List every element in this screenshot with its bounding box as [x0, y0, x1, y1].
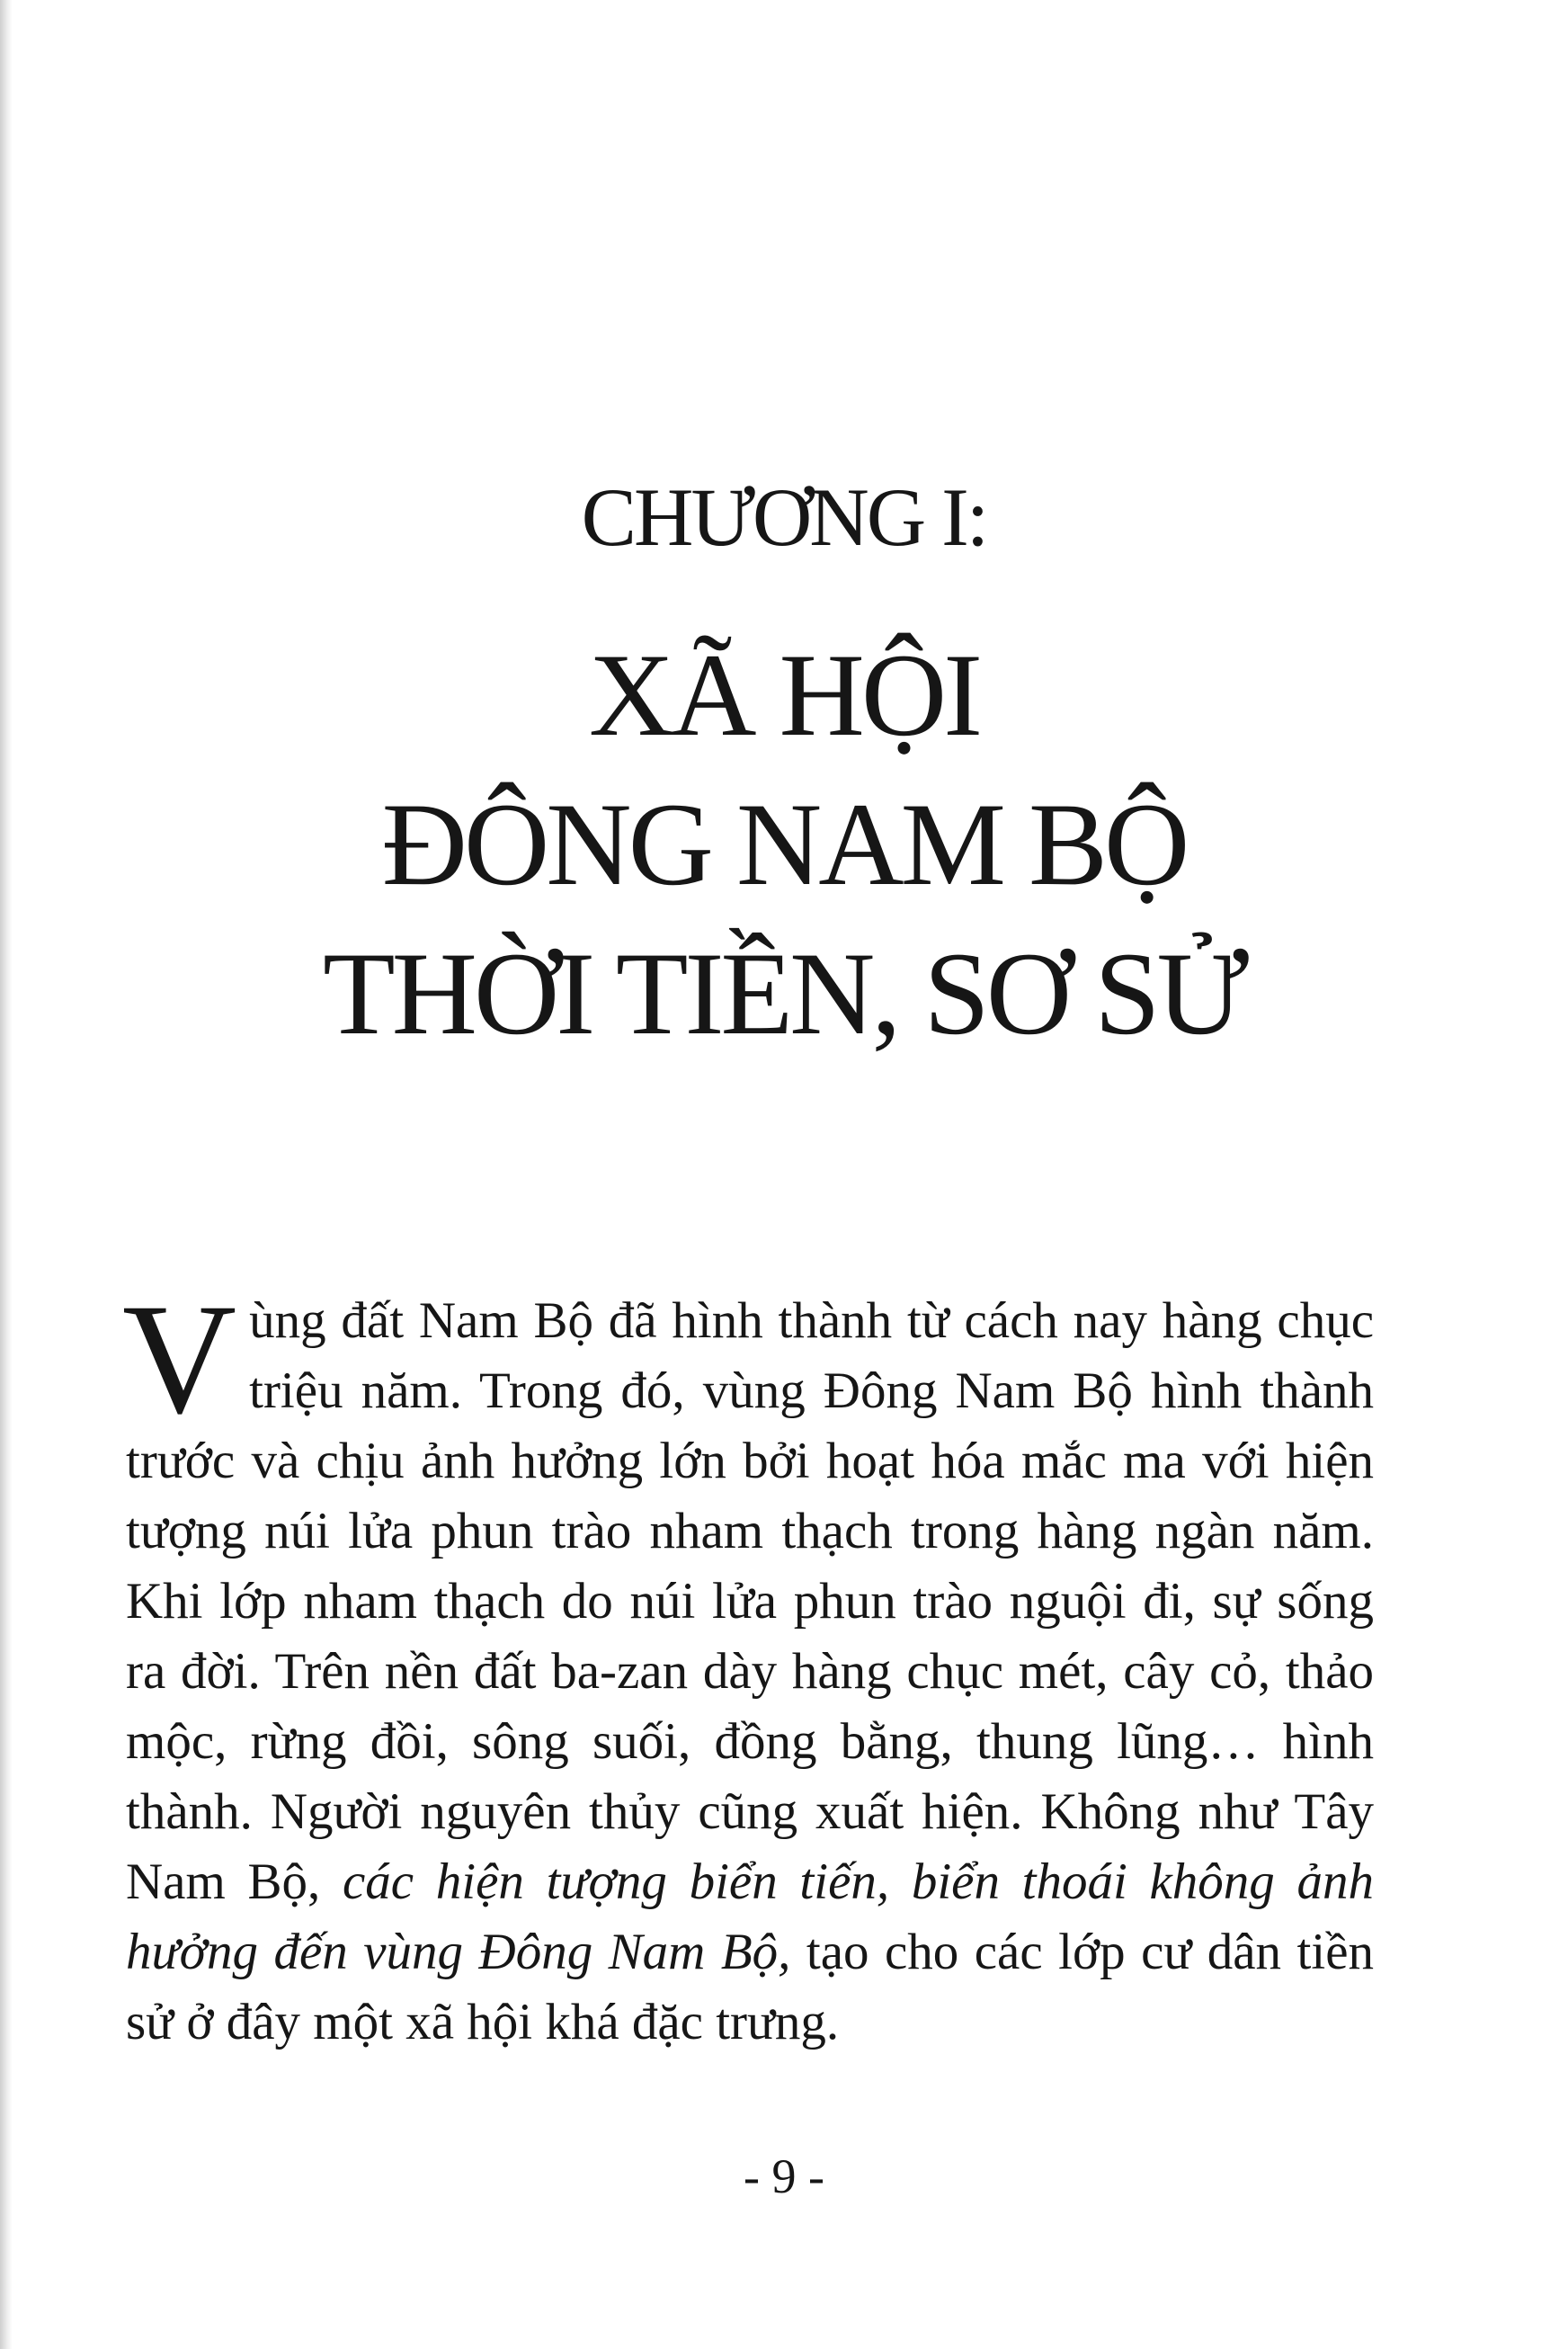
- chapter-title-line: THỜI TIỀN, SƠ SỬ: [323, 927, 1245, 1059]
- drop-cap: V: [122, 1272, 237, 1447]
- paragraph-text-italic: các hiện tượng biển tiến, biển thoái không ảnh hưởng đến vùng Đông Nam Bộ,: [126, 1853, 1374, 1980]
- paragraph-text-end: tạo cho các lớp cư dân tiền sử ở đây một xã hội khá đặc trưng.: [126, 1924, 1374, 2050]
- chapter-label: CHƯƠNG I:: [581, 471, 987, 563]
- page-number: - 9 -: [744, 2149, 824, 2203]
- body-paragraph: [122, 1272, 1374, 2058]
- page-edge: [0, 0, 13, 2349]
- chapter-title-line: XÃ HỘI: [588, 629, 980, 761]
- chapter-title-line: ĐÔNG NAM BỘ: [381, 778, 1187, 910]
- paragraph-text-start: ùng đất Nam Bộ đã hình thành từ cách nay hàng chục triệu năm. Trong đó, vùng Đông Nam Bộ hình thành trước và chịu ảnh hưởng lớn bởi hoạt hóa mắc ma với hiện tượng núi lửa phun trào nham thạch trong hàng ngàn năm. Khi lớp nham thạch do núi lửa phun trào nguội đi, sự sống ra đời. Trên nền đất ba-zan dày hàng chục mét, cây cỏ, thảo mộc, rừng đồi, sông suối, đồng bằng, thung lũng… hình thành. Người nguyên thủy cũng xuất hiện. Không như Tây Nam Bộ,: [126, 1292, 1374, 1910]
- chapter-title: [0, 621, 1568, 1068]
